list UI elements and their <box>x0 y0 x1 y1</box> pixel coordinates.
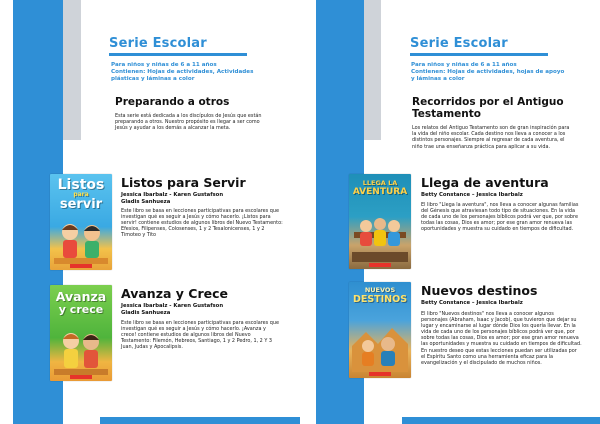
right-subtitle-line: Contienen: Hojas de actividades, hojas de apoyo <box>411 69 565 75</box>
text-line: Efesios, Filipenses, Colosenses, 1 y 2 Tesalonicenses, 1 y 2 <box>121 226 265 233</box>
right-bottom-bar <box>402 417 600 424</box>
book-authors <box>121 303 223 316</box>
book-description <box>421 311 596 366</box>
book-description <box>421 202 596 232</box>
right-subtitle-line: Para niños y niñas de 6 a 11 años <box>411 62 517 68</box>
text-line: evangelización y el discipulado de muchos niños. <box>421 359 542 366</box>
text-line: personajes (Abraham, Isaac y Jacob), que tuvieron que dejar su <box>421 317 577 324</box>
right-subtitle <box>411 62 596 83</box>
title-line: Recorridos por el Antiguo <box>412 96 564 108</box>
book-description <box>121 208 301 238</box>
book-description <box>121 320 301 350</box>
left-subtitle-line: Contienen: Hojas de actividades, Actividades <box>111 69 254 75</box>
book-cover-avanza-y-crece <box>50 285 112 381</box>
text-line: las oportunidades y muestra su cuidado en tiempos de dificultad. <box>421 341 582 348</box>
text-line: sobre todas las cosas, Dios es amor; por ese gran amor renueva <box>421 335 579 342</box>
book-title-nuevos-destinos: Nuevos destinos <box>421 283 538 298</box>
cover-title-line: para <box>73 191 89 198</box>
author-line: Jessica Ibarbalz - Karen Gustafson <box>121 192 224 198</box>
text-line: En nuestro deseo que estas lecciones puedan ser utilizadas por <box>421 347 577 354</box>
cover-title-line: AVENTURA <box>352 187 408 197</box>
left-section-text <box>115 113 295 132</box>
book-title-listos-para-servir: Listos para Servir <box>121 175 246 190</box>
text-line: vida de cada uno de los personajes bíblicos podrá ver que, por <box>421 329 575 336</box>
cover-title-line: LLEGA LA <box>362 179 398 187</box>
author-line: Gladis Sanhueza <box>121 198 171 205</box>
text-line: investigan qué es seguir a Jesús y cómo hacerlo. ¡Avanza y <box>121 326 266 333</box>
left-section-title: Preparando a otros <box>115 96 230 108</box>
right-section-text <box>412 125 597 150</box>
left-series-title: Serie Escolar <box>109 36 207 51</box>
text-line: del Génesis que atraviesan todo tipo de situaciones. En la vida <box>421 208 575 215</box>
text-line: oportunidades y muestra su cuidado en tiempos de dificultad. <box>421 226 574 233</box>
text-line: niño trae una enseñanza práctica para aplicar a su vida. <box>412 143 551 150</box>
book-authors <box>121 192 223 205</box>
left-subtitle-line: plásticas y láminas a color <box>111 76 195 82</box>
cover-illustration <box>54 218 108 264</box>
text-line: crece! contiene estudios de algunos libros del Nuevo <box>121 332 251 339</box>
cover-title-line: servir <box>59 197 103 212</box>
text-line: Los relatos del Antiguo Testamento son de gran inspiración para <box>412 125 570 131</box>
text-line: Esta serie está dedicada a los discípulos de Jesús que están <box>115 113 262 119</box>
book-cover-nuevos-destinos <box>349 282 411 378</box>
text-line: de cada uno de los personajes bíblicos podrá ver que, por sobre <box>421 214 578 221</box>
cover-title-line: y crece <box>58 303 104 316</box>
text-line: distintos personajes. Siempre al regresar de cada aventura, el <box>412 137 565 144</box>
book-cover-llega-la-aventura <box>349 174 411 269</box>
text-line: Testamento: Filemón, Hebreos, Santiago, 1 y 2 Pedro, 1, 2 Y 3 <box>121 338 273 345</box>
text-line: todas las cosas, Dios es amor; por ese gran amor renueva las <box>421 220 573 227</box>
left-bottom-bar <box>100 417 300 424</box>
cover-title-line: NUEVOS <box>364 286 396 294</box>
cover-publisher-strip <box>70 375 92 379</box>
cover-publisher-strip <box>70 264 92 268</box>
text-line: Jesús y ayudar a los demás a alcanzar la meta. <box>115 125 231 132</box>
cover-title-line: Avanza <box>55 289 107 304</box>
text-line: Este libro se basa en lecciones participativas para escolares que <box>121 320 279 326</box>
right-page-grey-band <box>364 0 381 140</box>
book-title-avanza-y-crece: Avanza y Crece <box>121 286 228 301</box>
cover-title-line: Listos <box>57 177 105 193</box>
author-line: Jessica Ibarbalz - Karen Gustafson <box>121 303 224 309</box>
text-line: Timoteo y Tito <box>121 232 156 239</box>
text-line: lugar y encaminarse al lugar dónde Dios los quería llevar. En la <box>421 323 576 330</box>
book-authors <box>421 192 523 199</box>
text-line: investigan qué es seguir a Jesús y cómo hacerlo. ¡Listos para <box>121 214 271 221</box>
right-section-title <box>412 96 592 120</box>
cover-illustration <box>352 208 408 262</box>
cover-publisher-strip <box>369 372 391 376</box>
text-line: Este libro se basa en lecciones participativas para escolares que <box>121 208 279 214</box>
left-title-rule <box>109 53 247 56</box>
author-line: Betty Constance – Jessica Ibarbalz <box>421 192 523 198</box>
text-line: la vida del niño escolar. Cada destino nos lleva a conocer a los <box>412 131 566 138</box>
title-line: Testamento <box>412 108 482 120</box>
left-subtitle <box>111 62 291 83</box>
cover-title-line: DESTINOS <box>352 294 408 305</box>
book-authors <box>421 300 523 307</box>
right-series-title: Serie Escolar <box>410 36 508 51</box>
author-line: Betty Constance – Jessica Ibarbalz <box>421 300 523 306</box>
text-line: el Espíritu Santo como una herramienta eficaz para la <box>421 353 554 360</box>
text-line: preparando a otros. Nuestro propósito es llegar a ser como <box>115 119 260 126</box>
book-cover-listos-para-servir <box>50 174 112 270</box>
right-subtitle-line: y láminas a color <box>411 76 465 82</box>
cover-illustration <box>352 316 408 372</box>
text-line: Juan, Judas y Apocalipsis. <box>121 344 183 351</box>
cover-illustration <box>54 325 108 375</box>
author-line: Gladis Sanhueza <box>121 309 171 316</box>
text-line: servir! contiene estudios de algunos libros del Nuevo Testamento: <box>121 220 283 227</box>
right-title-rule <box>410 53 548 56</box>
text-line: El libro "Llega la aventura", nos lleva a conocer algunas familias <box>421 202 579 208</box>
text-line: El libro "Nuevos destinos" nos lleva a conocer algunos <box>421 311 554 317</box>
book-title-llega-de-aventura: Llega de aventura <box>421 175 549 190</box>
cover-publisher-strip <box>369 263 391 267</box>
left-subtitle-line: Para niños y niñas de 6 a 11 años <box>111 62 217 68</box>
left-page-grey-band <box>63 0 81 140</box>
